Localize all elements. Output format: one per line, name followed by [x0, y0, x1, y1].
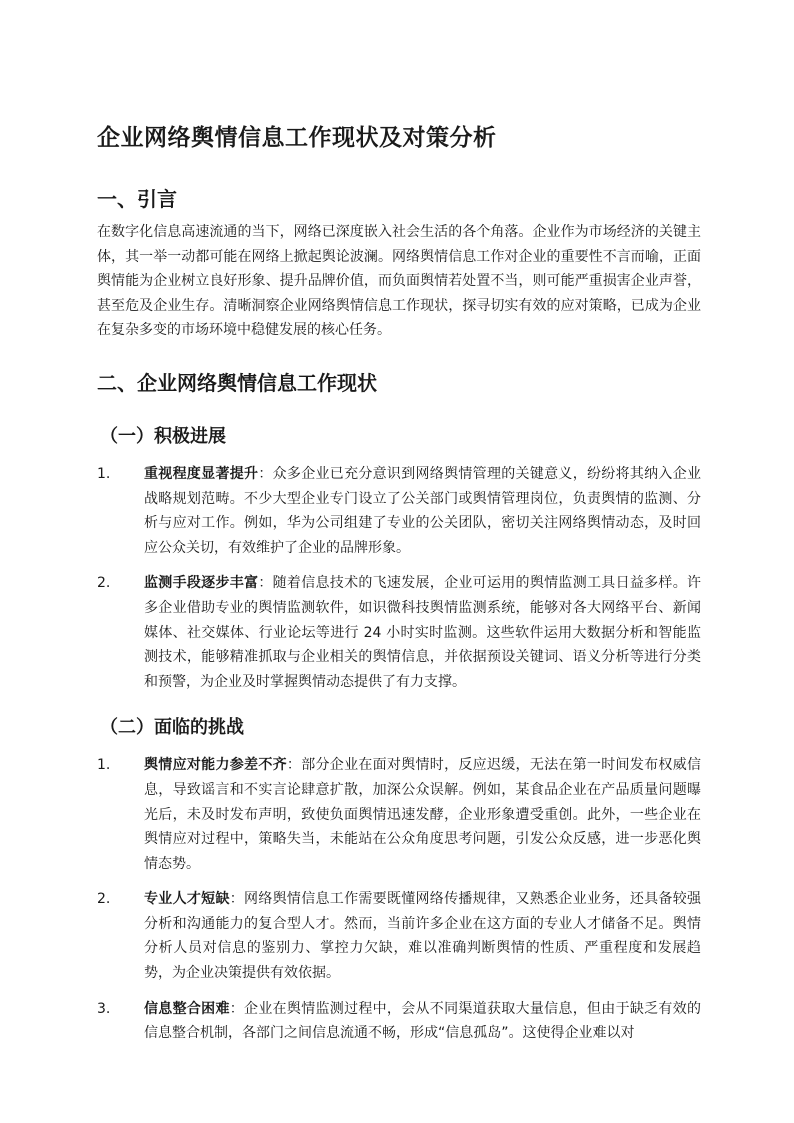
list-item — [97, 571, 701, 694]
subsection-heading-challenges: （二）面临的挑战 — [100, 717, 244, 739]
list-item-keyword: 重视程度显著提升 — [144, 465, 259, 482]
intro-paragraph: 在数字化信息高速流通的当下，网络已深度嵌入社会生活的各个角落。企业作为市场经济的关键主体，其一举一动都可能在网络上掀起舆论波澜。网络舆情信息工作对企业的重要性不言而喻，正面舆情能为企业树立良好形象、提升品牌价值，而负面舆情若处置不当，则可能严重损害企业声誉，甚至危及企业生存。清晰洞察企业网络舆情信息工作现状，探寻切实有效的应对策略，已成为企业在复杂多变的市场环境中稳健发展的核心任务。 — [97, 224, 701, 339]
section-heading-intro: 一、引言 — [97, 187, 177, 211]
list-item-keyword: 专业人才短缺 — [144, 891, 230, 908]
list-item — [97, 887, 701, 985]
list-item-body: ：随着信息技术的飞速发展，企业可运用的舆情监测工具日益多样。许多企业借助专业的舆情监测软件，如识微科技舆情监测系统，能够对各大网络平台、新闻媒体、社交媒体、行业论坛等进行 24 小时实时监测。这些软件运用大数据分析和智能监测技术，能够精准抓取与企业相关的舆情信息，并依据预设关键词、语义分析等进行分类和预警，为企业及时掌握舆情动态提供了有力支撑。 — [144, 575, 702, 690]
challenges-list — [97, 753, 701, 1046]
list-item-number: 3. — [97, 1000, 111, 1017]
list-item-number: 2. — [97, 891, 111, 908]
list-item-text — [144, 462, 701, 560]
list-item — [97, 997, 701, 1046]
list-item-number: 1. — [97, 465, 111, 482]
list-item-text — [144, 753, 701, 876]
list-item-body: ：部分企业在面对舆情时，反应迟缓，无法在第一时间发布权威信息，导致谣言和不实言论肆意扩散，加深公众误解。例如，某食品企业在产品质量问题曝光后，未及时发布声明，致使负面舆情迅速发酵，企业形象遭受重创。此外，一些企业在舆情应对过程中，策略失当，未能站在公众角度思考问题，引发公众反感，进一步恶化舆情态势。 — [144, 757, 702, 872]
list-item-keyword: 监测手段逐步丰富 — [144, 575, 259, 592]
list-item-number: 2. — [97, 575, 111, 592]
document-title: 企业网络舆情信息工作现状及对策分析 — [97, 125, 497, 151]
list-item-keyword: 舆情应对能力参差不齐 — [144, 757, 287, 774]
subsection-heading-positive: （一）积极进展 — [100, 425, 226, 447]
list-item-text — [144, 571, 701, 694]
positive-progress-list — [97, 462, 701, 694]
list-item — [97, 462, 701, 560]
list-item-body: ：网络舆情信息工作需要既懂网络传播规律，又熟悉企业业务，还具备较强分析和沟通能力的复合型人才。然而，当前许多企业在这方面的专业人才储备不足。舆情分析人员对信息的鉴别力、掌控力欠缺，难以准确判断舆情的性质、严重程度和发展趋势，为企业决策提供有效依据。 — [144, 891, 702, 982]
list-item-keyword: 信息整合困难 — [144, 1000, 230, 1017]
list-item-text — [144, 887, 701, 985]
list-item-body: ：众多企业已充分意识到网络舆情管理的关键意义，纷纷将其纳入企业战略规划范畴。不少大型企业专门设立了公关部门或舆情管理岗位，负责舆情的监测、分析与应对工作。例如，华为公司组建了专业的公关团队，密切关注网络舆情动态，及时回应公众关切，有效维护了企业的品牌形象。 — [144, 465, 702, 556]
section-heading-status: 二、企业网络舆情信息工作现状 — [97, 370, 377, 395]
list-item — [97, 753, 701, 876]
list-item-body: ：企业在舆情监测过程中，会从不同渠道获取大量信息，但由于缺乏有效的信息整合机制，各部门之间信息流通不畅，形成“信息孤岛”。这使得企业难以对 — [144, 1000, 702, 1042]
document-page — [97, 118, 701, 1057]
list-item-number: 1. — [97, 757, 111, 774]
list-item-text — [144, 997, 701, 1046]
